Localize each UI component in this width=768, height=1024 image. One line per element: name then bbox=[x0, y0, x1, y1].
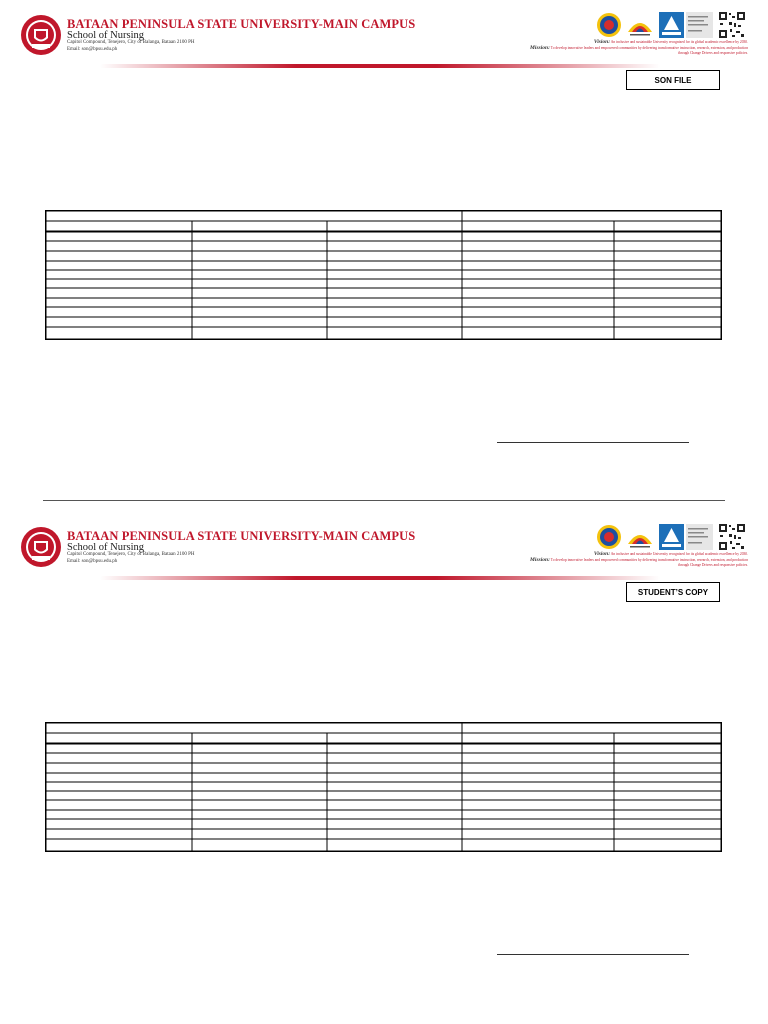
bpsu-seal-icon bbox=[20, 14, 62, 56]
mission-label: Mission: bbox=[530, 557, 550, 563]
vision-label: Vision: bbox=[593, 551, 611, 557]
bagong-pilipinas-logo-icon bbox=[596, 12, 622, 38]
philippine-flag-logo-icon bbox=[626, 12, 654, 38]
philippine-flag-logo-icon bbox=[626, 524, 654, 550]
mission-statement bbox=[520, 558, 748, 568]
record-table bbox=[45, 210, 722, 340]
university-name: BATAAN PENINSULA STATE UNIVERSITY-MAIN CAMPUS bbox=[67, 529, 416, 543]
qr-code-icon bbox=[718, 11, 746, 39]
mission-text: To develop innovative leaders and empowered communities by delivering transformative instruction, research, extension, and production through Change Drivers and responsive policies. bbox=[550, 46, 748, 55]
contact-email: Email: son@bpsu.edu.ph bbox=[67, 559, 118, 564]
bpsu-seal-icon bbox=[20, 526, 62, 568]
contact-email: Email: son@bpsu.edu.ph bbox=[67, 47, 118, 52]
mission-label: Mission: bbox=[530, 45, 550, 51]
signature-line bbox=[497, 954, 689, 955]
record-table bbox=[45, 722, 722, 852]
school-name: School of Nursing bbox=[67, 30, 144, 41]
copy-label-box: SON FILE bbox=[626, 70, 720, 90]
vision-statement bbox=[520, 552, 748, 557]
campus-address: Capitol Compound, Tenejero, City of Balanga, Bataan 2100 PH bbox=[67, 40, 195, 45]
vision-text: An inclusive and sustainable University recognized for its global academic excellence by 2030. bbox=[610, 40, 748, 44]
vision-label: Vision: bbox=[593, 39, 611, 45]
copy-label-box: STUDENT’S COPY bbox=[626, 582, 720, 602]
vision-statement bbox=[520, 40, 748, 45]
students-copy bbox=[0, 512, 768, 1024]
header-accent-line bbox=[100, 576, 660, 580]
iso-certification-logo-icon bbox=[659, 12, 713, 38]
cut-line bbox=[43, 500, 725, 501]
mission-statement bbox=[520, 46, 748, 56]
university-name: BATAAN PENINSULA STATE UNIVERSITY-MAIN CAMPUS bbox=[67, 17, 416, 31]
vision-text: An inclusive and sustainable University recognized for its global academic excellence by 2030. bbox=[610, 552, 748, 556]
mission-text: To develop innovative leaders and empowered communities by delivering transformative instruction, research, extension, and production through Change Drivers and responsive policies. bbox=[550, 558, 748, 567]
school-name: School of Nursing bbox=[67, 542, 144, 553]
iso-certification-logo-icon bbox=[659, 524, 713, 550]
qr-code-icon bbox=[718, 523, 746, 551]
campus-address: Capitol Compound, Tenejero, City of Balanga, Bataan 2100 PH bbox=[67, 552, 195, 557]
header-accent-line bbox=[100, 64, 660, 68]
bagong-pilipinas-logo-icon bbox=[596, 524, 622, 550]
signature-line bbox=[497, 442, 689, 443]
